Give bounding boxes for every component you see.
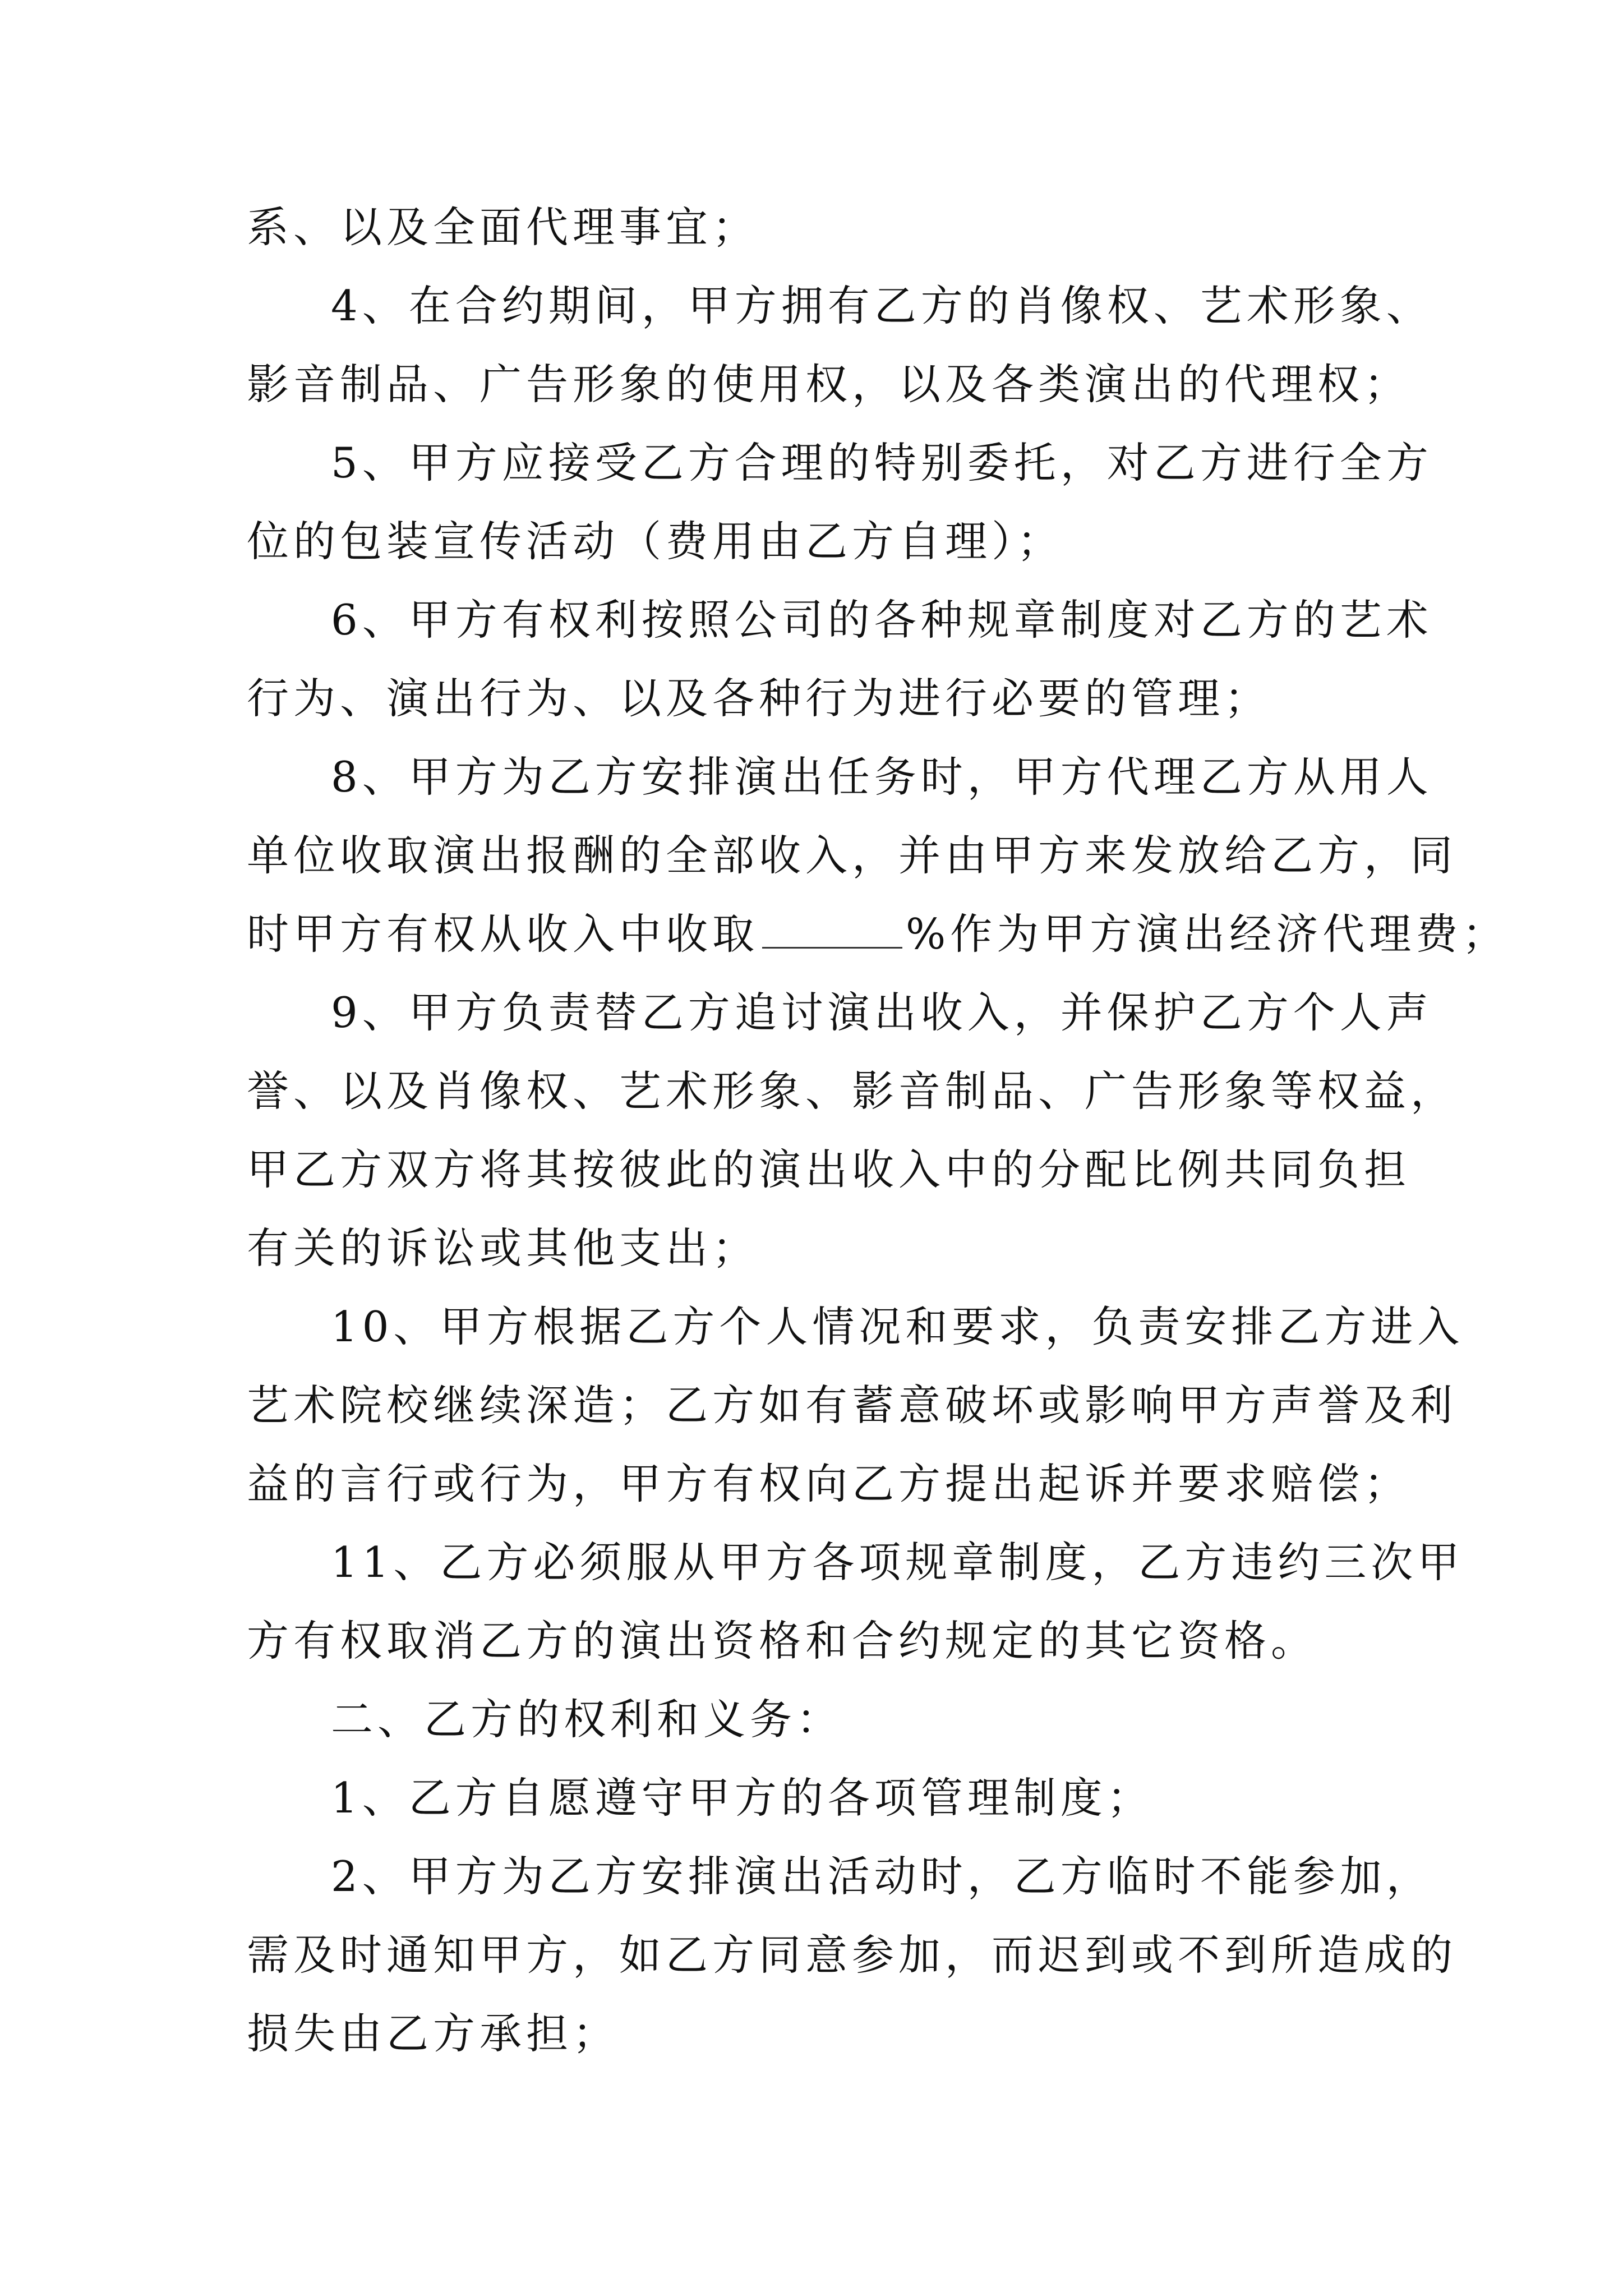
fee-line-after: %作为甲方演出经济代理费； [906, 909, 1509, 959]
text-line: 单位收取演出报酬的全部收入，并由甲方来发放给乙方，同 [247, 831, 1458, 880]
text-line: 艺术院校继续深造；乙方如有蓄意破坏或影响甲方声誉及利 [247, 1381, 1458, 1430]
text-line: 1、乙方自愿遵守甲方的各项管理制度； [331, 1773, 1154, 1823]
fee-line-before: 时甲方有权从收入中收取 [247, 909, 759, 959]
text-line: 5、甲方应接受乙方合理的特别委托，对乙方进行全方 [331, 438, 1433, 487]
text-line: 有关的诉讼或其他支出； [247, 1223, 759, 1273]
text-line: 11、乙方必须服从甲方各项规章制度，乙方违约三次甲 [331, 1538, 1464, 1587]
text-line: 方有权取消乙方的演出资格和合约规定的其它资格。 [247, 1616, 1318, 1665]
text-line: 10、甲方根据乙方个人情况和要求，负责安排乙方进入 [331, 1302, 1464, 1351]
text-line: 8、甲方为乙方安排演出任务时，甲方代理乙方从用人 [331, 752, 1433, 802]
text-line: 2、甲方为乙方安排演出活动时，乙方临时不能参加， [331, 1852, 1433, 1901]
text-line: 行为、演出行为、以及各种行为进行必要的管理； [247, 674, 1271, 723]
text-line: 4、在合约期间，甲方拥有乙方的肖像权、艺术形象、 [331, 281, 1433, 330]
text-line: 损失由乙方承担； [247, 2009, 620, 2058]
section-heading: 二、乙方的权利和义务： [331, 1695, 843, 1744]
text-line: 位的包装宣传活动（费用由乙方自理）； [247, 517, 1064, 566]
text-line: 需及时通知甲方，如乙方同意参加，而迟到或不到所造成的 [247, 1930, 1458, 1980]
text-line: 系、以及全面代理事宜； [247, 203, 759, 252]
text-line: 益的言行或行为，甲方有权向乙方提出起诉并要求赔偿； [247, 1459, 1411, 1508]
fee-line [247, 906, 1509, 962]
text-line: 6、甲方有权利按照公司的各种规章制度对乙方的艺术 [331, 595, 1433, 645]
fee-percentage-blank[interactable] [762, 912, 902, 949]
text-line: 影音制品、广告形象的使用权，以及各类演出的代理权； [247, 360, 1411, 409]
text-line: 誉、以及肖像权、艺术形象、影音制品、广告形象等权益， [247, 1066, 1458, 1116]
text-line: 9、甲方负责替乙方追讨演出收入，并保护乙方个人声 [331, 988, 1433, 1037]
text-line: 甲乙方双方将其按彼此的演出收入中的分配比例共同负担 [247, 1145, 1411, 1194]
